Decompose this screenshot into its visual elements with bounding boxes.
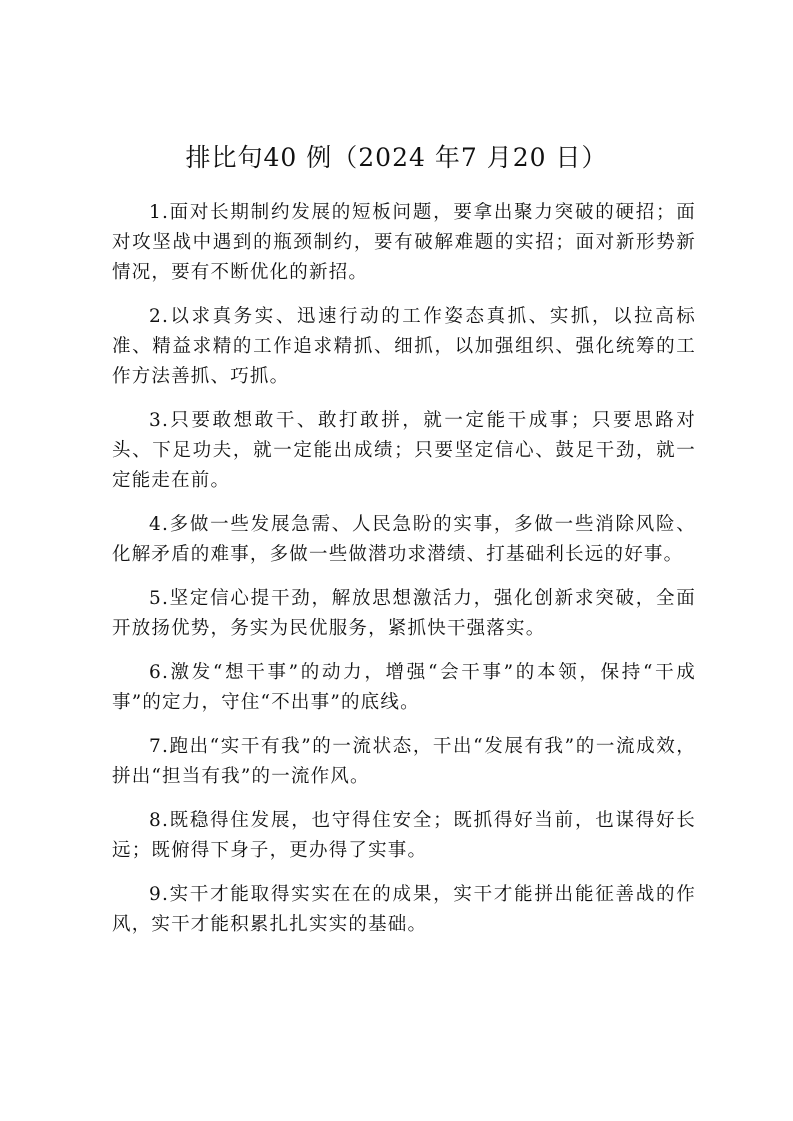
document-body	[112, 198, 696, 954]
paragraph-8: 8.既稳得住发展，也守得住安全；既抓得好当前，也谋得好长远；既俯得下身子，更办得了实事。	[112, 810, 696, 861]
paragraph-7: 7.跑出“实干有我”的一流状态，干出“发展有我”的一流成效，拼出“担当有我”的一流作风。	[112, 736, 696, 787]
document-title: 排比句40 例（2024 年7 月20 日）	[185, 143, 608, 172]
paragraph-9: 9.实干才能取得实实在在的成果，实干才能拼出能征善战的作风，实干才能积累扎扎实实的基础。	[112, 884, 696, 935]
paragraph-4: 4.多做一些发展急需、人民急盼的实事，多做一些消除风险、化解矛盾的难事，多做一些做潜功求潜绩、打基础利长远的好事。	[112, 514, 696, 565]
paragraph-2: 2.以求真务实、迅速行动的工作姿态真抓、实抓，以拉高标准、精益求精的工作追求精抓、细抓，以加强组织、强化统筹的工作方法善抓、巧抓。	[112, 306, 696, 387]
paragraph-3: 3.只要敢想敢干、敢打敢拼，就一定能干成事；只要思路对头、下足功夫，就一定能出成绩；只要坚定信心、鼓足干劲，就一定能走在前。	[112, 410, 696, 491]
paragraph-5: 5.坚定信心提干劲，解放思想激活力，强化创新求突破，全面开放扬优势，务实为民优服务，紧抓快干强落实。	[112, 588, 696, 639]
paragraph-1: 1.面对长期制约发展的短板问题，要拿出聚力突破的硬招；面对攻坚战中遇到的瓶颈制约，要有破解难题的实招；面对新形势新情况，要有不断优化的新招。	[112, 202, 696, 283]
paragraph-6: 6.激发“想干事”的动力，增强“会干事”的本领，保持“干成事”的定力，守住“不出事”的底线。	[112, 662, 696, 713]
